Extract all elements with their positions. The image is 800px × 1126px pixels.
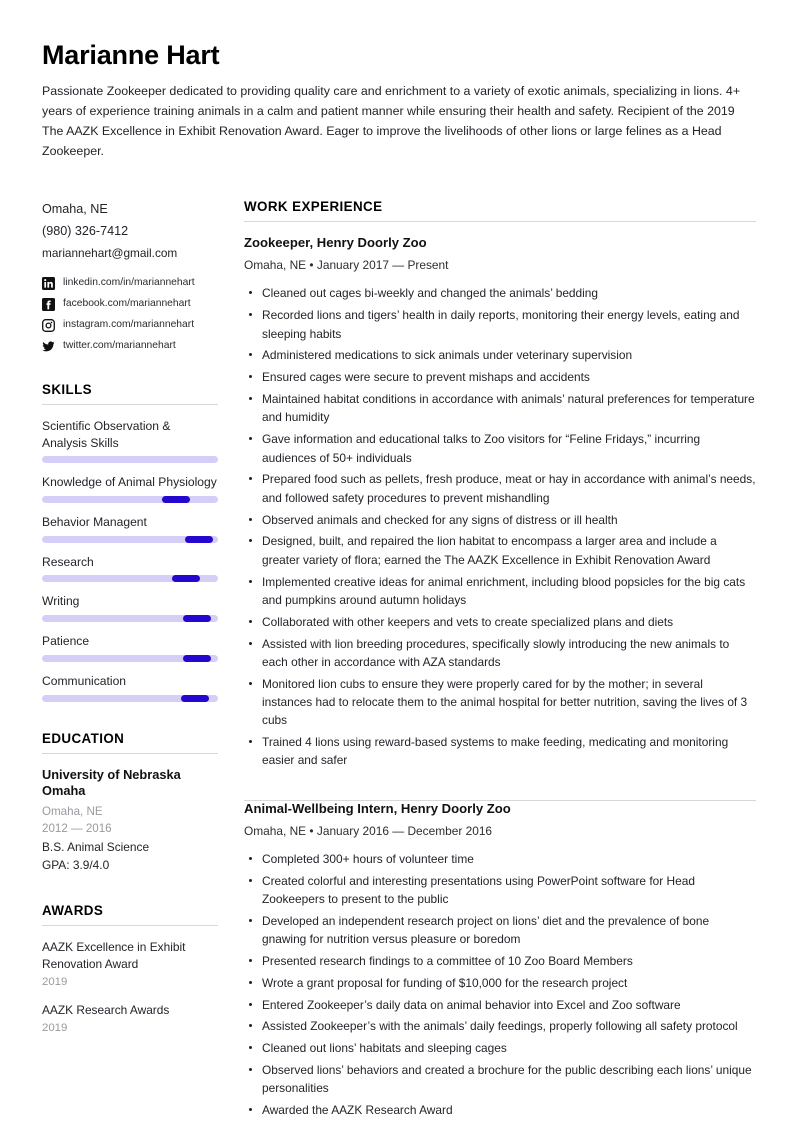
- education-school: University of Nebraska Omaha: [42, 766, 181, 799]
- education-gpa: GPA: 3.9/4.0: [42, 857, 110, 872]
- instagram-icon: [42, 319, 55, 332]
- job-title: Animal-Wellbeing Intern, Henry Doorly Zoo: [244, 800, 511, 816]
- sidebar: [42, 199, 218, 1047]
- skill-item: [42, 673, 218, 702]
- bullet-item: Developed an independent research project on lions’ diet and the prevalence of bone gnawing for nutrition versus pleasure or boredom: [260, 912, 756, 949]
- skill-label: Scientific Observation & Analysis Skills: [42, 419, 171, 450]
- social-link-facebook[interactable]: [42, 297, 218, 311]
- resume-body: [42, 199, 756, 1125]
- award-year: 2019: [42, 975, 68, 988]
- skill-marker: [183, 615, 211, 622]
- bullet-item: Observed lions’ behaviors and created a brochure for the public describing each lions’ unique personalities: [260, 1061, 756, 1098]
- skill-bar: [42, 536, 218, 543]
- skill-marker: [162, 496, 190, 503]
- page-title: Marianne Hart: [42, 40, 220, 70]
- job-title: Zookeeper, Henry Doorly Zoo: [244, 235, 427, 251]
- skill-label: Research: [42, 554, 94, 569]
- social-link-label: linkedin.com/in/mariannehart: [63, 276, 195, 288]
- linkedin-icon: [42, 277, 55, 290]
- skill-label: Patience: [42, 634, 90, 649]
- bullet-item: Maintained habitat conditions in accordance with animals’ natural preferences for temperature and humidity: [260, 390, 756, 427]
- divider: [42, 925, 218, 926]
- contact-block: [42, 199, 218, 263]
- social-links: [42, 276, 218, 353]
- education-heading: EDUCATION: [42, 730, 125, 746]
- award-title: AAZK Research Awards: [42, 1002, 170, 1017]
- skill-marker: [185, 536, 213, 543]
- award-title: AAZK Excellence in Exhibit Renovation Award: [42, 939, 186, 971]
- skill-marker: [183, 655, 211, 662]
- divider: [42, 753, 218, 754]
- bullet-item: Cleaned out cages bi-weekly and changed the animals’ bedding: [260, 284, 756, 302]
- bullet-item: Cleaned out lions’ habitats and sleeping cages: [260, 1039, 756, 1057]
- skill-item: [42, 474, 218, 503]
- bullet-item: Prepared food such as pellets, fresh produce, meat or hay in accordance with animal’s needs, and followed safety procedures to prevent mishandling: [260, 470, 756, 507]
- education-section: [42, 731, 218, 874]
- skill-bar: [42, 655, 218, 662]
- skill-item: [42, 514, 218, 543]
- bullet-item: Awarded the AAZK Research Award: [260, 1101, 756, 1119]
- skill-item: [42, 633, 218, 662]
- skills-section: [42, 382, 218, 702]
- job-bullets: [244, 284, 756, 769]
- contact-phone: (980) 326-7412: [42, 224, 129, 239]
- skills-heading: SKILLS: [42, 382, 93, 398]
- skill-item: [42, 554, 218, 583]
- skill-label: Communication: [42, 673, 127, 688]
- education-location: Omaha, NE: [42, 804, 103, 818]
- bullet-item: Created colorful and interesting presentations using PowerPoint software for Head Zookeepers to present to the public: [260, 872, 756, 909]
- bullet-item: Recorded lions and tigers’ health in daily reports, monitoring their energy levels, eating and sleeping habits: [260, 306, 756, 343]
- bullet-item: Presented research findings to a committee of 10 Zoo Board Members: [260, 952, 756, 970]
- bullet-item: Administered medications to sick animals under veterinary supervision: [260, 346, 756, 364]
- divider: [42, 404, 218, 405]
- bullet-item: Entered Zookeeper’s daily data on animal behavior into Excel and Zoo software: [260, 996, 756, 1014]
- social-link-label: twitter.com/mariannehart: [63, 339, 176, 351]
- skill-item: [42, 418, 218, 463]
- skill-bar: [42, 496, 218, 503]
- experience-heading: WORK EXPERIENCE: [244, 199, 383, 215]
- bullet-item: Completed 300+ hours of volunteer time: [260, 850, 756, 868]
- skill-bar: [42, 615, 218, 622]
- social-link-label: instagram.com/mariannehart: [63, 318, 195, 330]
- contact-email: mariannehart@gmail.com: [42, 245, 178, 260]
- education-years: 2012 — 2016: [42, 822, 112, 836]
- education-degree: B.S. Animal Science: [42, 839, 150, 854]
- contact-location: Omaha, NE: [42, 202, 108, 217]
- skill-label: Writing: [42, 594, 80, 609]
- skill-bar: [42, 695, 218, 702]
- experience-section: [244, 199, 756, 1125]
- bullet-item: Collaborated with other keepers and vets to create specialized plans and diets: [260, 613, 756, 631]
- bullet-item: Gave information and educational talks to Zoo visitors for “Feline Fridays,” incurring audiences of 50+ individuals: [260, 430, 756, 467]
- skill-label: Behavior Managent: [42, 515, 147, 530]
- awards-section: [42, 903, 218, 1037]
- facebook-icon: [42, 298, 55, 311]
- skill-item: [42, 593, 218, 622]
- social-link-instagram[interactable]: [42, 318, 218, 332]
- bullet-item: Wrote a grant proposal for funding of $10,000 for the research project: [260, 974, 756, 992]
- skill-marker: [172, 575, 200, 582]
- award-item: [42, 1002, 218, 1037]
- skill-marker: [181, 695, 209, 702]
- job-meta: Omaha, NE • January 2017 — Present: [244, 258, 449, 273]
- social-link-label: facebook.com/mariannehart: [63, 297, 191, 309]
- bullet-item: Assisted Zookeeper’s with the animals’ daily feedings, properly following all safety protocol: [260, 1017, 756, 1035]
- divider: [244, 221, 756, 222]
- bullet-item: Trained 4 lions using reward-based systems to make feeding, medicating and monitoring easier and safer: [260, 733, 756, 770]
- job-entry: [244, 801, 756, 1120]
- social-link-twitter[interactable]: [42, 339, 218, 353]
- bullet-item: Monitored lion cubs to ensure they were properly cared for by the mother; in several instances had to relocate them to the animal hospital for better nutrition, saving the lives of 3 cubs: [260, 675, 756, 730]
- skill-bar: [42, 575, 218, 582]
- bullet-item: Designed, built, and repaired the lion habitat to encompass a larger area and include a greater variety of flora; earned the The AAZK Excellence in Exhibit Renovation Award: [260, 532, 756, 569]
- skill-bar: [42, 456, 218, 463]
- bullet-item: Observed animals and checked for any signs of distress or ill health: [260, 511, 756, 529]
- skill-label: Knowledge of Animal Physiology: [42, 475, 217, 490]
- social-link-linkedin[interactable]: [42, 276, 218, 290]
- professional-summary: Passionate Zookeeper dedicated to providing quality care and enrichment to a variety of exotic animals, specializing in lions. 4+ years of experience training animals in a calm and patient manner while ensuring their health and safety. Recipient of the 2019 The AAZK Excellence in Exhibit Renovation Award. Eager to improve the livelihoods of other lions or large felines as a Head Zookeeper.: [42, 84, 741, 159]
- twitter-icon: [42, 340, 55, 353]
- bullet-item: Implemented creative ideas for animal enrichment, including blood popsicles for the big cats and pumpkins around autumn holidays: [260, 573, 756, 610]
- awards-heading: AWARDS: [42, 902, 104, 918]
- award-item: [42, 939, 218, 991]
- job-meta: Omaha, NE • January 2016 — December 2016: [244, 823, 493, 838]
- award-year: 2019: [42, 1021, 68, 1034]
- job-entry: [244, 235, 756, 769]
- bullet-item: Ensured cages were secure to prevent mishaps and accidents: [260, 368, 756, 386]
- bullet-item: Assisted with lion breeding procedures, specifically slowly introducing the new animals to each other in accordance with AZA standards: [260, 635, 756, 672]
- job-bullets: [244, 850, 756, 1120]
